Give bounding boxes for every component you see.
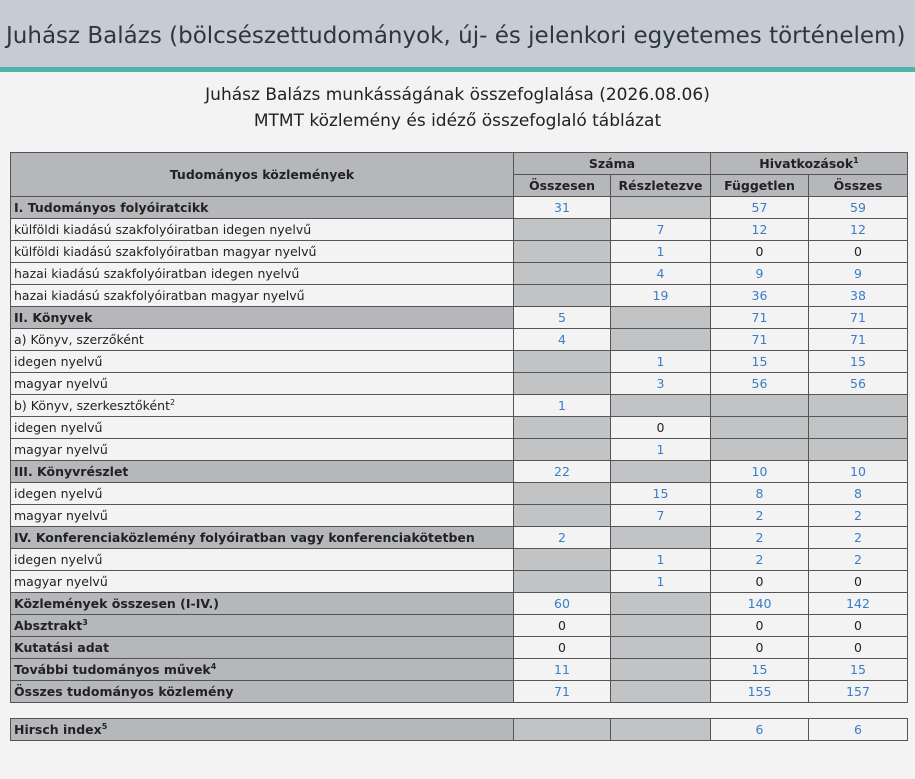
value-osszesen[interactable]: 60 bbox=[514, 593, 611, 615]
table-row bbox=[11, 505, 908, 527]
table-row bbox=[11, 241, 908, 263]
table-row bbox=[11, 329, 908, 351]
value-osszes[interactable]: 142 bbox=[809, 593, 908, 615]
row-label-text: További tudományos művek bbox=[14, 662, 211, 678]
value-osszes[interactable]: 10 bbox=[809, 461, 908, 483]
footnote-marker: 2 bbox=[170, 397, 176, 407]
row-label bbox=[11, 219, 514, 241]
header-osszesen: Összesen bbox=[514, 175, 611, 197]
page-title: Juhász Balázs (bölcsészettudományok, új- és jelenkori egyetemes történelem) bbox=[6, 23, 906, 49]
row-label bbox=[11, 307, 514, 329]
value-reszletezve[interactable]: 15 bbox=[611, 483, 711, 505]
empty-cell bbox=[514, 219, 611, 241]
row-label-text: magyar nyelvű bbox=[14, 574, 108, 589]
value-osszes[interactable]: 157 bbox=[809, 681, 908, 703]
value-reszletezve[interactable]: 4 bbox=[611, 263, 711, 285]
header-hivatkozasok-label: Hivatkozások bbox=[759, 156, 854, 172]
empty-cell bbox=[711, 439, 809, 461]
heading-line-1: Juhász Balázs munkásságának összefoglalása (2026.08.06) bbox=[205, 85, 710, 105]
table-row bbox=[11, 417, 908, 439]
value-osszes[interactable]: 2 bbox=[809, 549, 908, 571]
value-fuggetlen[interactable]: 2 bbox=[711, 527, 809, 549]
summary-table bbox=[10, 152, 908, 741]
empty-cell bbox=[611, 329, 711, 351]
row-label bbox=[11, 263, 514, 285]
table-spacer bbox=[11, 703, 908, 719]
value-fuggetlen: 0 bbox=[711, 615, 809, 637]
value-fuggetlen[interactable]: 71 bbox=[711, 307, 809, 329]
row-label bbox=[11, 505, 514, 527]
value-reszletezve[interactable]: 19 bbox=[611, 285, 711, 307]
value-reszletezve: 0 bbox=[611, 417, 711, 439]
value-osszes[interactable]: 2 bbox=[809, 505, 908, 527]
empty-cell bbox=[514, 285, 611, 307]
row-label-text: magyar nyelvű bbox=[14, 508, 108, 523]
table-row bbox=[11, 659, 908, 681]
table-row bbox=[11, 483, 908, 505]
summary-heading bbox=[0, 82, 915, 134]
value-reszletezve[interactable]: 1 bbox=[611, 549, 711, 571]
value-reszletezve[interactable]: 1 bbox=[611, 241, 711, 263]
empty-cell bbox=[514, 549, 611, 571]
table-row bbox=[11, 637, 908, 659]
header-fuggetlen: Független bbox=[711, 175, 809, 197]
empty-cell bbox=[611, 593, 711, 615]
value-osszesen[interactable]: 1 bbox=[514, 395, 611, 417]
row-label-text: Hirsch index bbox=[14, 722, 102, 738]
empty-cell bbox=[514, 439, 611, 461]
footnote-marker: 5 bbox=[101, 721, 108, 731]
value-osszes: 0 bbox=[809, 241, 908, 263]
value-fuggetlen[interactable]: 155 bbox=[711, 681, 809, 703]
row-label bbox=[11, 285, 514, 307]
empty-cell bbox=[809, 395, 908, 417]
header-szama: Száma bbox=[514, 153, 711, 175]
table-row bbox=[11, 395, 908, 417]
row-label-text: idegen nyelvű bbox=[14, 420, 103, 435]
value-fuggetlen[interactable]: 10 bbox=[711, 461, 809, 483]
value-osszesen[interactable]: 71 bbox=[514, 681, 611, 703]
value-fuggetlen[interactable]: 12 bbox=[711, 219, 809, 241]
row-label bbox=[11, 395, 514, 417]
value-osszesen[interactable]: 4 bbox=[514, 329, 611, 351]
row-label bbox=[11, 615, 514, 637]
value-fuggetlen[interactable]: 6 bbox=[711, 719, 809, 741]
empty-cell bbox=[611, 615, 711, 637]
empty-cell bbox=[711, 417, 809, 439]
value-reszletezve[interactable]: 1 bbox=[611, 439, 711, 461]
value-osszes[interactable]: 2 bbox=[809, 527, 908, 549]
table-row bbox=[11, 593, 908, 615]
value-fuggetlen[interactable]: 57 bbox=[711, 197, 809, 219]
table-row bbox=[11, 219, 908, 241]
row-label-text: b) Könyv, szerkesztőként bbox=[14, 398, 170, 414]
empty-cell bbox=[809, 417, 908, 439]
empty-cell bbox=[611, 719, 711, 741]
table-row bbox=[11, 307, 908, 329]
value-osszes[interactable]: 56 bbox=[809, 373, 908, 395]
row-label-text: idegen nyelvű bbox=[14, 552, 103, 567]
value-fuggetlen[interactable]: 9 bbox=[711, 263, 809, 285]
value-osszes[interactable]: 71 bbox=[809, 329, 908, 351]
value-osszesen[interactable]: 11 bbox=[514, 659, 611, 681]
empty-cell bbox=[514, 483, 611, 505]
value-osszes[interactable]: 9 bbox=[809, 263, 908, 285]
empty-cell bbox=[514, 263, 611, 285]
table-row bbox=[11, 549, 908, 571]
value-osszesen: 0 bbox=[514, 637, 611, 659]
empty-cell bbox=[809, 439, 908, 461]
row-label bbox=[11, 197, 514, 219]
value-reszletezve[interactable]: 3 bbox=[611, 373, 711, 395]
table-row bbox=[11, 197, 908, 219]
value-fuggetlen[interactable]: 140 bbox=[711, 593, 809, 615]
value-reszletezve[interactable]: 1 bbox=[611, 571, 711, 593]
row-label-text: Összes tudományos közlemény bbox=[14, 684, 234, 699]
row-label bbox=[11, 461, 514, 483]
header-reszletezve: Részletezve bbox=[611, 175, 711, 197]
empty-cell bbox=[611, 197, 711, 219]
value-fuggetlen[interactable]: 8 bbox=[711, 483, 809, 505]
table-row bbox=[11, 681, 908, 703]
row-label bbox=[11, 593, 514, 615]
value-osszes[interactable]: 38 bbox=[809, 285, 908, 307]
empty-cell bbox=[514, 373, 611, 395]
value-reszletezve[interactable]: 1 bbox=[611, 351, 711, 373]
value-osszes: 0 bbox=[809, 637, 908, 659]
row-label bbox=[11, 527, 514, 549]
row-label bbox=[11, 719, 514, 741]
spacer-cell bbox=[11, 703, 908, 719]
value-fuggetlen[interactable]: 15 bbox=[711, 659, 809, 681]
value-osszes[interactable]: 71 bbox=[809, 307, 908, 329]
table-row bbox=[11, 461, 908, 483]
row-label-text: hazai kiadású szakfolyóiratban magyar nyelvű bbox=[14, 288, 305, 303]
table-row bbox=[11, 351, 908, 373]
value-osszesen: 0 bbox=[514, 615, 611, 637]
row-label bbox=[11, 483, 514, 505]
table-row bbox=[11, 615, 908, 637]
value-osszes: 0 bbox=[809, 571, 908, 593]
value-reszletezve[interactable]: 7 bbox=[611, 505, 711, 527]
empty-cell bbox=[611, 307, 711, 329]
empty-cell bbox=[611, 461, 711, 483]
row-label bbox=[11, 439, 514, 461]
empty-cell bbox=[611, 637, 711, 659]
empty-cell bbox=[611, 527, 711, 549]
row-label-text: a) Könyv, szerzőként bbox=[14, 332, 144, 347]
row-label-text: külföldi kiadású szakfolyóiratban idegen nyelvű bbox=[14, 222, 312, 237]
empty-cell bbox=[711, 395, 809, 417]
empty-cell bbox=[514, 241, 611, 263]
row-label bbox=[11, 571, 514, 593]
value-fuggetlen[interactable]: 2 bbox=[711, 505, 809, 527]
footnote-marker: 3 bbox=[82, 617, 88, 627]
row-label-text: Közlemények összesen (I-IV.) bbox=[14, 596, 219, 611]
value-osszesen[interactable]: 5 bbox=[514, 307, 611, 329]
value-fuggetlen: 0 bbox=[711, 571, 809, 593]
table-row bbox=[11, 263, 908, 285]
empty-cell bbox=[611, 659, 711, 681]
row-label bbox=[11, 351, 514, 373]
value-fuggetlen[interactable]: 56 bbox=[711, 373, 809, 395]
value-osszesen[interactable]: 22 bbox=[514, 461, 611, 483]
row-label-text: I. Tudományos folyóiratcikk bbox=[14, 200, 209, 215]
value-osszes[interactable]: 15 bbox=[809, 659, 908, 681]
row-label-text: hazai kiadású szakfolyóiratban idegen nyelvű bbox=[14, 266, 300, 281]
row-label bbox=[11, 659, 514, 681]
value-osszesen[interactable]: 31 bbox=[514, 197, 611, 219]
value-osszesen[interactable]: 2 bbox=[514, 527, 611, 549]
value-osszes[interactable]: 12 bbox=[809, 219, 908, 241]
header-osszes: Összes bbox=[809, 175, 908, 197]
empty-cell bbox=[611, 395, 711, 417]
value-fuggetlen[interactable]: 2 bbox=[711, 549, 809, 571]
empty-cell bbox=[514, 505, 611, 527]
header-tudomanyos-kozlemenyek: Tudományos közlemények bbox=[11, 153, 514, 197]
row-label bbox=[11, 417, 514, 439]
value-reszletezve[interactable]: 7 bbox=[611, 219, 711, 241]
row-label-text: Absztrakt bbox=[14, 618, 83, 634]
empty-cell bbox=[514, 571, 611, 593]
table-row bbox=[11, 571, 908, 593]
row-label bbox=[11, 637, 514, 659]
row-label-text: idegen nyelvű bbox=[14, 486, 103, 501]
row-label-text: magyar nyelvű bbox=[14, 376, 108, 391]
header-hivatkozasok bbox=[711, 153, 908, 175]
value-osszes[interactable]: 15 bbox=[809, 351, 908, 373]
heading-line-2: MTMT közlemény és idéző összefoglaló táblázat bbox=[253, 111, 662, 131]
row-label-text: Kutatási adat bbox=[14, 640, 110, 655]
value-osszes[interactable]: 8 bbox=[809, 483, 908, 505]
value-fuggetlen: 0 bbox=[711, 637, 809, 659]
table-row bbox=[11, 373, 908, 395]
value-fuggetlen[interactable]: 71 bbox=[711, 329, 809, 351]
empty-cell bbox=[514, 417, 611, 439]
hirsch-row bbox=[11, 719, 908, 741]
value-osszes[interactable]: 59 bbox=[809, 197, 908, 219]
row-label bbox=[11, 373, 514, 395]
value-fuggetlen: 0 bbox=[711, 241, 809, 263]
row-label-text: II. Könyvek bbox=[14, 310, 93, 325]
value-fuggetlen[interactable]: 36 bbox=[711, 285, 809, 307]
empty-cell bbox=[514, 351, 611, 373]
row-label bbox=[11, 329, 514, 351]
row-label bbox=[11, 681, 514, 703]
row-label-text: IV. Konferenciaközlemény folyóiratban vagy konferenciakötetben bbox=[14, 530, 475, 545]
value-fuggetlen[interactable]: 15 bbox=[711, 351, 809, 373]
empty-cell bbox=[611, 681, 711, 703]
page-header bbox=[0, 0, 915, 72]
row-label bbox=[11, 241, 514, 263]
empty-cell bbox=[514, 719, 611, 741]
value-osszes[interactable]: 6 bbox=[809, 719, 908, 741]
row-label-text: magyar nyelvű bbox=[14, 442, 108, 457]
value-osszes: 0 bbox=[809, 615, 908, 637]
row-label-text: külföldi kiadású szakfolyóiratban magyar nyelvű bbox=[14, 244, 317, 259]
row-label bbox=[11, 549, 514, 571]
table-row bbox=[11, 285, 908, 307]
footnote-marker: 1 bbox=[853, 155, 859, 165]
table-row bbox=[11, 527, 908, 549]
table-row bbox=[11, 439, 908, 461]
row-label-text: idegen nyelvű bbox=[14, 354, 103, 369]
row-label-text: III. Könyvrészlet bbox=[14, 464, 129, 479]
footnote-marker: 4 bbox=[210, 661, 217, 671]
